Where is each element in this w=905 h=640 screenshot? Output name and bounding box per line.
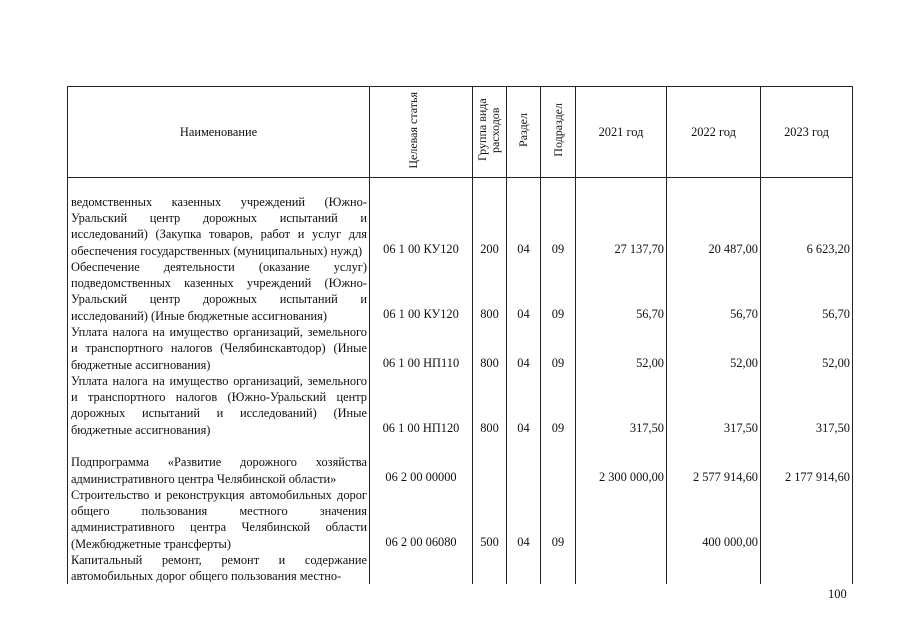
row-name: Подпрограмма «Развитие дорожного хозяйства административного центра Челябинской области»: [68, 438, 370, 487]
row-name: Капитальный ремонт, ремонт и содержание автомобильных дорог общего пользования местно-: [68, 552, 370, 584]
row-2023: [761, 552, 853, 584]
row-2022: [667, 552, 761, 584]
row-name: ведомственных казенных учреждений (Южно-Уральский центр дорожных испытаний и исследований) (Закупка товаров, работ и услуг для обеспечения государственных (муниципальных) нужд): [68, 178, 370, 259]
row-2021: [576, 552, 667, 584]
row-group: [473, 552, 507, 584]
row-subsection: [541, 438, 576, 487]
row-name: Уплата налога на имущество организаций, земельного и транспортного налогов (Южно-Уральский центр дорожных испытаний и исследований) (Иные бюджетные ассигнования): [68, 373, 370, 438]
row-section: [507, 438, 541, 487]
row-subsection: 09: [541, 178, 576, 259]
table-row: [68, 259, 853, 324]
row-group: [473, 438, 507, 487]
header-2022: 2022 год: [667, 87, 761, 178]
row-subsection: [541, 552, 576, 584]
row-2021: 52,00: [576, 324, 667, 373]
row-name: Обеспечение деятельности (оказание услуг) подведомственных казенных учреждений (Южно-Уральский центр дорожных испытаний и исследований) (Иные бюджетные ассигнования): [68, 259, 370, 324]
row-2022: 52,00: [667, 324, 761, 373]
page-number: 100: [828, 587, 847, 601]
row-subsection: 09: [541, 259, 576, 324]
table-row: [68, 373, 853, 438]
row-2023: 56,70: [761, 259, 853, 324]
row-target: 06 1 00 КУ120: [370, 178, 473, 259]
header-subsection: Подраздел: [541, 87, 576, 178]
row-section: [507, 552, 541, 584]
table-row: [68, 178, 853, 259]
row-section: 04: [507, 373, 541, 438]
header-name: Наименование: [68, 87, 370, 178]
row-2023: 2 177 914,60: [761, 438, 853, 487]
header-target: Целевая статья: [370, 87, 473, 178]
row-2023: 52,00: [761, 324, 853, 373]
row-section: 04: [507, 259, 541, 324]
row-section: 04: [507, 324, 541, 373]
row-2023: [761, 487, 853, 552]
row-2021: 2 300 000,00: [576, 438, 667, 487]
row-name: Уплата налога на имущество организаций, земельного и транспортного налогов (Челябинскавтодор) (Иные бюджетные ассигнования): [68, 324, 370, 373]
row-target: 06 1 00 КУ120: [370, 259, 473, 324]
table-row: [68, 487, 853, 552]
table-row: [68, 324, 853, 373]
row-2023: 6 623,20: [761, 178, 853, 259]
row-subsection: 09: [541, 373, 576, 438]
row-2022: 56,70: [667, 259, 761, 324]
header-2023: 2023 год: [761, 87, 853, 178]
row-group: 800: [473, 259, 507, 324]
row-target: 06 1 00 НП120: [370, 373, 473, 438]
header-2021: 2021 год: [576, 87, 667, 178]
row-2021: 27 137,70: [576, 178, 667, 259]
row-name: Строительство и реконструкция автомобильных дорог общего пользования местного значения административного центра Челябинской области (Межбюджетные трансферты): [68, 487, 370, 552]
table-header-row: [68, 87, 853, 178]
header-section: Раздел: [507, 87, 541, 178]
row-2022: 400 000,00: [667, 487, 761, 552]
row-group: 500: [473, 487, 507, 552]
row-2022: 20 487,00: [667, 178, 761, 259]
table-row: [68, 438, 853, 487]
row-2022: 2 577 914,60: [667, 438, 761, 487]
row-2021: 56,70: [576, 259, 667, 324]
row-2021: 317,50: [576, 373, 667, 438]
row-target: 06 2 00 00000: [370, 438, 473, 487]
budget-table: [67, 86, 853, 584]
row-target: [370, 552, 473, 584]
row-group: 800: [473, 373, 507, 438]
row-2021: [576, 487, 667, 552]
row-section: 04: [507, 487, 541, 552]
row-target: 06 1 00 НП110: [370, 324, 473, 373]
row-group: 800: [473, 324, 507, 373]
table-row: [68, 552, 853, 584]
row-target: 06 2 00 06080: [370, 487, 473, 552]
row-2023: 317,50: [761, 373, 853, 438]
row-2022: 317,50: [667, 373, 761, 438]
row-subsection: 09: [541, 324, 576, 373]
row-section: 04: [507, 178, 541, 259]
row-subsection: 09: [541, 487, 576, 552]
header-group: Группа вида расходов: [473, 87, 507, 178]
row-group: 200: [473, 178, 507, 259]
